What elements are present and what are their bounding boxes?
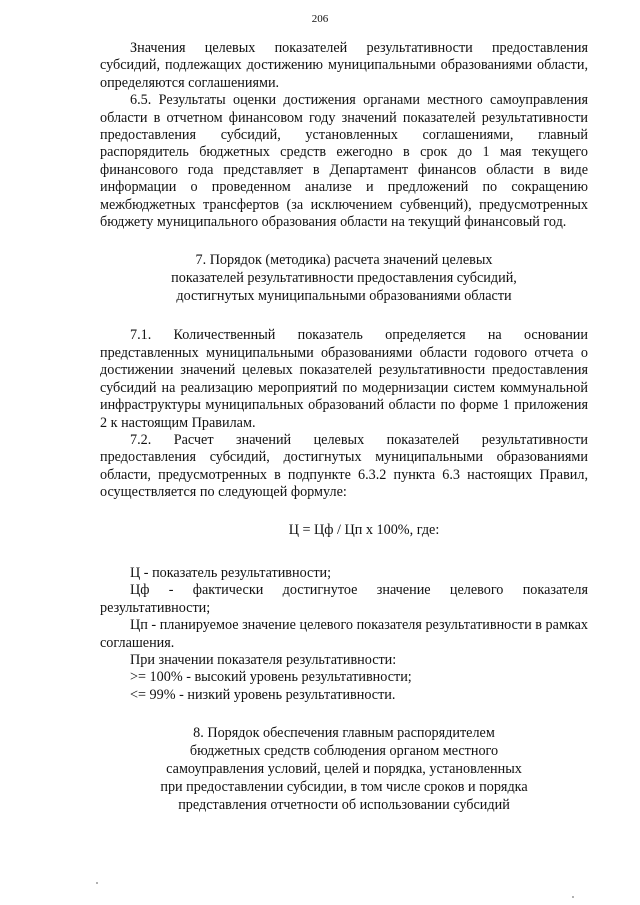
definition-item: Ц - показатель результативности; (130, 564, 332, 581)
section-7-paragraph-1: 7.1. Количественный показатель определяется на основании представленных муниципальными образованиями области годового отчета о достижении значений целевых показателей результативности предоставления субсидий на реализацию мероприятий по модернизации систем коммунальной инфраструктуры муниципальных образований области по форме 1 приложения 2 к настоящим Правилам. (100, 327, 588, 431)
section-8-heading-line: бюджетных средств соблюдения органом местного (189, 743, 499, 760)
definition-item: Цф - фактически достигнутое значение целевого показателя результативности; (100, 582, 588, 616)
scan-artifact (96, 882, 98, 884)
section-7-heading (100, 251, 588, 305)
criteria-intro: При значении показателя результативности: (130, 651, 397, 668)
criteria-item: <= 99% - низкий уровень результативности. (130, 686, 396, 703)
section-7-heading-line: показателей результативности предоставления субсидий, (171, 270, 517, 287)
document-body (100, 40, 588, 836)
section-7-heading-line: 7. Порядок (методика) расчета значений целевых (195, 252, 493, 269)
section-8-heading-line: самоуправления условий, целей и порядка, установленных (166, 761, 522, 778)
definition-item: Цп - планируемое значение целевого показателя результативности в рамках соглашения. (100, 617, 588, 651)
section-8-heading-line: представления отчетности об использовании субсидий (178, 797, 510, 814)
scan-artifact (572, 896, 574, 898)
section-8-heading (100, 724, 588, 814)
section-8-heading-line: 8. Порядок обеспечения главным распорядителем (193, 725, 495, 742)
page-number: 206 (311, 13, 329, 25)
section-8-heading-line: при предоставлении субсидии, в том числе сроков и порядка (160, 779, 528, 796)
section-7-heading-line: достигнутых муниципальными образованиями области (176, 288, 512, 305)
criteria-item: >= 100% - высокий уровень результативности; (130, 669, 412, 686)
intro-paragraph-2: 6.5. Результаты оценки достижения органами местного самоуправления области в отчетном финансовом году значений показателей результативности предоставления субсидий, установленных соглашениями, главный распорядитель бюджетных средств ежегодно в срок до 1 мая текущего финансового года представляет в Департамент финансов области в виде информации о проведенном анализе и предложений по сокращению межбюджетных трансфертов (за исключением субвенций), предусмотренных бюджету муниципального образования области на текущий финансовый год. (100, 92, 588, 231)
formula: Ц = Цф / Цп x 100%, где: (288, 521, 440, 538)
intro-paragraph-1: Значения целевых показателей результативности предоставления субсидий, подлежащих достижению муниципальными образованиями области, определяются соглашениями. (100, 40, 588, 91)
section-7-paragraph-2: 7.2. Расчет значений целевых показателей результативности предоставления субсидий, достигнутых муниципальными образованиями области, предусмотренных в подпункте 6.3.2 пункта 6.3 настоящих Правил, осуществляется по следующей формуле: (100, 431, 588, 501)
